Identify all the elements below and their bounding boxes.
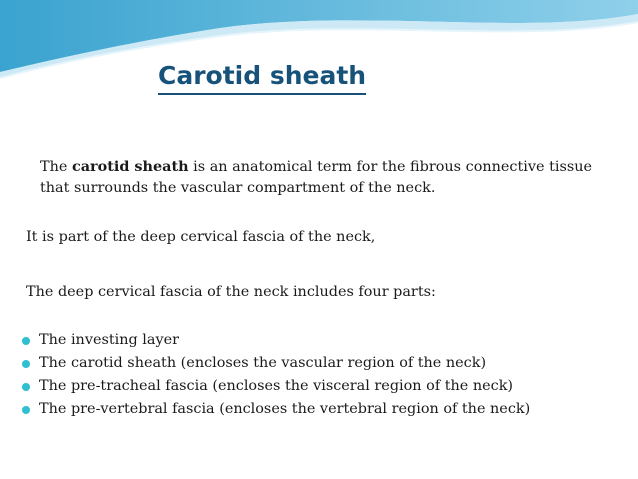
- list-item-text: The pre-tracheal fascia (encloses the visceral region of the neck): [39, 378, 514, 394]
- four-parts-statement: The deep cervical fascia of the neck includes four parts:: [26, 284, 436, 300]
- intro-paragraph: [40, 156, 600, 199]
- list-item: [22, 398, 530, 421]
- intro-suffix: is an anatomical term for the fibrous connective tissue that surrounds the vascular compartment of the neck.: [40, 159, 593, 196]
- deep-fascia-statement: It is part of the deep cervical fascia of the neck,: [26, 229, 376, 245]
- fascia-parts-list: [22, 329, 530, 421]
- list-item: [22, 375, 530, 398]
- list-item-text: The pre-vertebral fascia (encloses the vertebral region of the neck): [39, 401, 531, 417]
- list-item: [22, 352, 530, 375]
- bullet-icon: [22, 383, 30, 391]
- slide-title: Carotid sheath: [158, 60, 366, 95]
- list-item: [22, 329, 530, 352]
- intro-bold-term: carotid sheath: [71, 158, 189, 175]
- intro-prefix: The: [40, 159, 72, 175]
- bullet-icon: [22, 337, 30, 345]
- bullet-icon: [22, 406, 30, 414]
- list-item-text: The carotid sheath (encloses the vascular region of the neck): [39, 355, 487, 371]
- bullet-icon: [22, 360, 30, 368]
- list-item-text: The investing layer: [39, 332, 180, 348]
